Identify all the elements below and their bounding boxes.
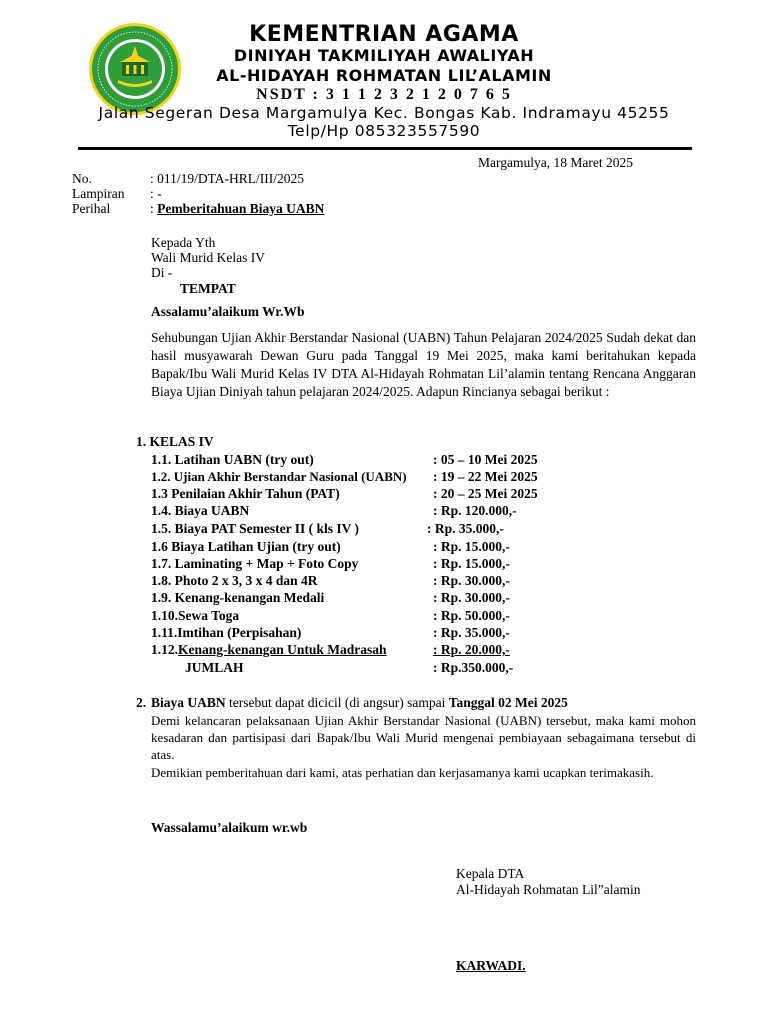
item-value: : 19 – 22 Mei 2025	[433, 469, 538, 484]
item-label: 1.9. Kenang-kenangan Medali	[151, 590, 325, 605]
recipient-line2: Wali Murid Kelas IV	[151, 250, 266, 265]
greeting: Assalamu’alaikum Wr.Wb	[151, 304, 305, 319]
meta-perihal-value: : Pemberitahuan Biaya UABN	[150, 201, 325, 216]
item-value: : Rp. 30.000,-	[433, 590, 510, 605]
signature-title: Kepala DTA	[456, 866, 525, 881]
meta-no-label: No.	[72, 171, 92, 186]
item-label: 1.12.Kenang-kenangan Untuk Madrasah	[151, 642, 387, 657]
item-value: : Rp. 50.000,-	[433, 608, 510, 623]
item-label: 1.1. Latihan UABN (try out)	[151, 452, 314, 467]
item-value: : Rp. 15.000,-	[433, 556, 510, 571]
item-label: 1.11.Imtihan (Perpisahan)	[151, 625, 302, 640]
header-phone: Telp/Hp 085323557590	[287, 122, 481, 140]
meta-lampiran-label: Lampiran	[72, 186, 125, 201]
item-value: : Rp. 15.000,-	[433, 539, 510, 554]
item-value: : Rp. 30.000,-	[433, 573, 510, 588]
section2-paragraph2: Demikian pemberitahuan dari kami, atas perhatian dan kerjasamanya kami ucapkan terimakasih.	[151, 765, 654, 780]
closing: Wassalamu’alaikum wr.wb	[151, 820, 308, 835]
item-value: : Rp. 120.000,-	[433, 503, 517, 518]
item-value: : Rp. 20.000,-	[433, 642, 510, 657]
section2-paragraph1: Demi kelancaran pelaksanaan Ujian Akhir Berstandar Nasional (UABN) tersebut, maka kami mohon kesadaran dan partisipasi dari Bapak/Ibu Wali Murid mengenai pembiayaan sebagaimana tersebut di atas.	[151, 713, 696, 762]
item-value: : 20 – 25 Mei 2025	[433, 486, 538, 501]
item-value: : Rp. 35.000,-	[427, 521, 504, 536]
recipient-line1: Kepada Yth	[151, 235, 216, 250]
item-label: 1.7. Laminating + Map + Foto Copy	[151, 556, 359, 571]
meta-no-value: : 011/19/DTA-HRL/III/2025	[150, 171, 305, 186]
recipient-line3: Di -	[151, 265, 173, 280]
header-address: Jalan Segeran Desa Margamulya Kec. Bongas Kab. Indramayu 45255	[98, 104, 670, 122]
section1-title: 1. KELAS IV	[136, 434, 214, 449]
item-value: : Rp. 35.000,-	[433, 625, 510, 640]
item-label: 1.6 Biaya Latihan Ujian (try out)	[151, 539, 341, 554]
item-label: 1.8. Photo 2 x 3, 3 x 4 dan 4R	[151, 573, 318, 588]
signature-org: Al-Hidayah Rohmatan Lil”alamin	[456, 882, 641, 897]
header-ministry: KEMENTRIAN AGAMA	[249, 22, 519, 47]
section2-number: 2.	[136, 695, 147, 710]
meta-lampiran-value: : -	[150, 186, 162, 201]
header-school-name: AL-HIDAYAH ROHMATAN LIL’ALAMIN	[216, 66, 552, 85]
header-nsdt: NSDT : 3 1 1 2 3 2 1 2 0 7 6 5	[256, 86, 512, 103]
letter-date: Margamulya, 18 Maret 2025	[478, 155, 633, 170]
item-label: 1.4. Biaya UABN	[151, 503, 250, 518]
item-label: 1.2. Ujian Akhir Berstandar Nasional (UABN)	[151, 469, 407, 484]
item-label: 1.3 Penilaian Akhir Tahun (PAT)	[151, 486, 340, 501]
item-value: : 05 – 10 Mei 2025	[433, 452, 538, 467]
total-label: JUMLAH	[185, 660, 244, 675]
header-divider	[78, 147, 692, 150]
item-label: 1.5. Biaya PAT Semester II ( kls IV )	[151, 521, 360, 536]
signature-name: KARWADI.	[456, 958, 526, 973]
header-school-type: DINIYAH TAKMILIYAH AWALIYAH	[233, 46, 535, 65]
intro-paragraph: Sehubungan Ujian Akhir Berstandar Nasional (UABN) Tahun Pelajaran 2024/2025 Sudah dekat dan hasil musyawarah Dewan Guru pada Tanggal 19 Mei 2025, maka kami beritahukan kepada Bapak/Ibu Wali Murid Kelas IV DTA Al-Hidayah Rohmatan Lil’alamin tentang Rencana Anggaran Biaya Ujian Diniyah tahun pelajaran 2024/2025. Adapun Rincianya sebagai berikut :	[151, 330, 696, 399]
total-value: : Rp.350.000,-	[433, 660, 514, 675]
recipient-place: TEMPAT	[180, 281, 236, 296]
section2-heading: Biaya UABN tersebut dapat dicicil (di angsur) sampai Tanggal 02 Mei 2025	[151, 695, 568, 710]
item-label: 1.10.Sewa Toga	[151, 608, 240, 623]
meta-perihal-label: Perihal	[72, 201, 111, 216]
